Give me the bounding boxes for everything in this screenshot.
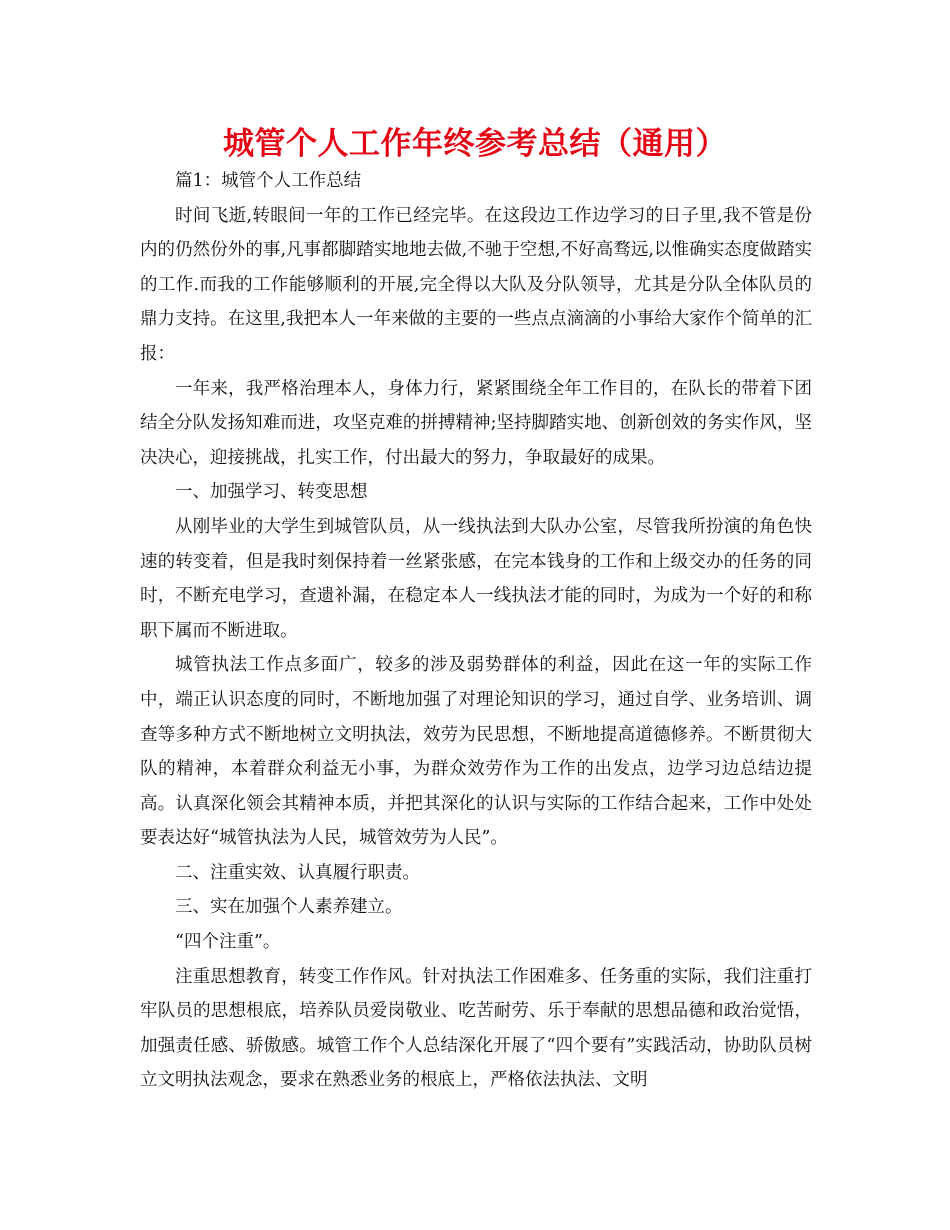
paragraph: 城管执法工作点多面广，较多的涉及弱势群体的利益，因此在这一年的实际工作中，端正认识态度的同时，不断地加强了对理论知识的学习，通过自学、业务培训、调查等多种方式不断地树立文明执法，效劳为民思想，不断地提高道德修养。不断贯彻大队的精神，本着群众利益无小事，为群众效劳作为工作的出发点，边学习边总结边提高。认真深化领会其精神本质，并把其深化的认识与实际的工作结合起来，工作中处处要表达好“城管执法为人民，城管效劳为人民”。 <box>140 655 812 849</box>
paragraph: 注重思想教育，转变工作作风。针对执法工作困难多、任务重的实际，我们注重打牢队员的思想根底，培养队员爱岗敬业、吃苦耐劳、乐于奉献的思想品德和政治觉悟，加强责任感、骄傲感。城管工作个人总结深化开展了“四个要有”实践活动，协助队员树立文明执法观念，要求在熟悉业务的根底上，严格依法执法、文明 <box>140 966 812 1091</box>
section-heading: 二、注重实效、认真履行职责。 <box>175 862 420 883</box>
paragraph: 时间飞逝,转眼间一年的工作已经完毕。在这段边工作边学习的日子里,我不管是份内的仍然份外的事,凡事都脚踏实地地去做,不驰于空想,不好高骛远,以惟确实态度做踏实的工作.而我的工作能够顺利的开展,完全得以大队及分队领导，尤其是分队全体队员的鼎力支持。在这里,我把本人一年来做的主要的一些点点滴滴的小事给大家作个简单的汇报： <box>140 205 812 364</box>
paragraph: 一年来，我严格治理本人，身体力行，紧紧围绕全年工作目的，在队长的带着下团结全分队发扬知难而进，攻坚克难的拼搏精神;坚持脚踏实地、创新创效的务实作风，坚决决心，迎接挑战，扎实工作，付出最大的努力，争取最好的成果。 <box>140 378 812 468</box>
section-heading: 三、实在加强个人素养建立。 <box>175 897 403 918</box>
paragraph: 从刚毕业的大学生到城管队员，从一线执法到大队办公室，尽管我所扮演的角色快速的转变着，但是我时刻保持着一丝紧张感，在完本钱身的工作和上级交办的任务的同时，不断充电学习，查遗补漏，在稳定本人一线执法才能的同时，为成为一个好的和称职下属而不断进取。 <box>140 516 812 641</box>
document-title: 城管个人工作年终参考总结（通用） <box>223 126 727 162</box>
section-heading: 一、加强学习、转变思想 <box>175 482 368 503</box>
document-body <box>140 164 812 1098</box>
section-heading: 篇1：城管个人工作总结 <box>175 171 362 191</box>
section-heading: “四个注重”。 <box>175 932 281 953</box>
